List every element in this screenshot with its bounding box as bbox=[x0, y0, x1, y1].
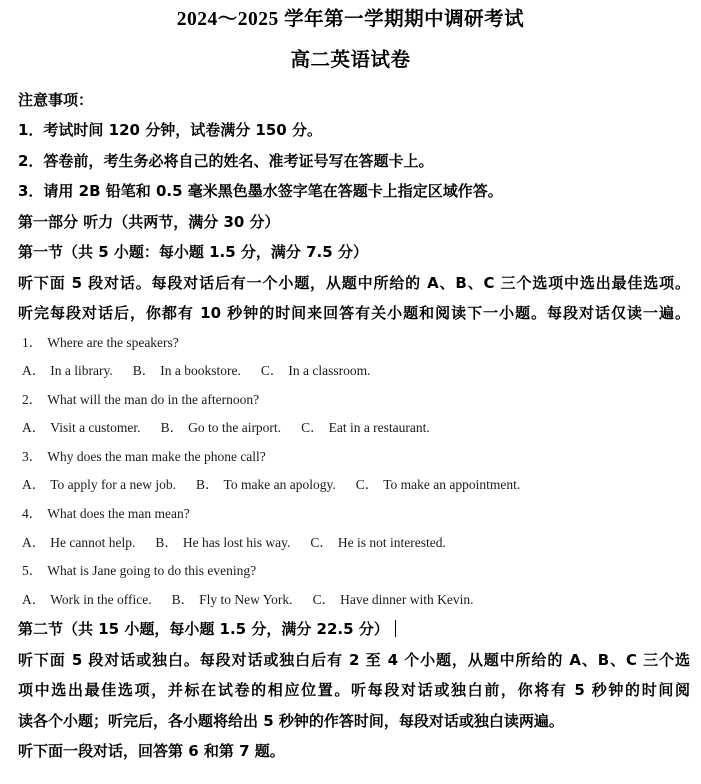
option-a[interactable]: A． In a library. bbox=[22, 363, 113, 379]
section-two-instruction-1: 听下面 5 段对话或独白。每段对话或独白后有 2 至 4 个小题，从题中所给的 A、B、C 三个选 bbox=[18, 650, 690, 669]
question-options bbox=[22, 414, 701, 443]
section-one-heading: 第一节（共 5 小题：每小题 1.5 分，满分 7.5 分） bbox=[18, 243, 368, 261]
option-b[interactable]: B． To make an apology. bbox=[196, 477, 336, 493]
question-options bbox=[22, 529, 701, 558]
question-stem bbox=[22, 386, 701, 415]
section-one-instruction-1: 听下面 5 段对话。每段对话后有一个小题，从题中所给的 A、B、C 三个选项中选出最佳选项。 bbox=[18, 273, 690, 292]
option-b[interactable]: B． Fly to New York. bbox=[171, 591, 293, 607]
part-one-heading: 第一部分 听力（共两节，满分 30 分） bbox=[18, 212, 280, 231]
page-title: 2024～2025 学年第一学期期中调研考试 bbox=[176, 9, 525, 30]
option-a[interactable]: A． He cannot help. bbox=[22, 534, 136, 550]
question-text: What does the man mean? bbox=[47, 506, 190, 522]
question-stem bbox=[22, 329, 701, 358]
question-options bbox=[22, 357, 701, 386]
question-stem bbox=[22, 443, 701, 472]
option-c[interactable]: C． Eat in a restaurant. bbox=[301, 420, 430, 436]
option-b[interactable]: B． Go to the airport. bbox=[160, 420, 282, 436]
question-number: 2． bbox=[22, 391, 43, 407]
question-stem bbox=[22, 557, 701, 586]
question-options bbox=[22, 471, 701, 500]
option-a[interactable]: A． To apply for a new job. bbox=[22, 477, 177, 493]
option-b[interactable]: B． He has lost his way. bbox=[155, 534, 291, 550]
notice-item-3: 3．请用 2B 铅笔和 0.5 毫米黑色墨水签字笔在答题卡上指定区域作答。 bbox=[18, 182, 503, 200]
question-number: 3． bbox=[22, 448, 43, 464]
option-b[interactable]: B． In a bookstore. bbox=[132, 363, 241, 379]
option-a[interactable]: A． Work in the office. bbox=[22, 591, 152, 607]
section-two-dialogue-prompt: 听下面一段对话，回答第 6 和第 7 题。 bbox=[18, 742, 285, 761]
question-number: 4． bbox=[22, 506, 43, 522]
question-options bbox=[22, 586, 701, 615]
section-two-instruction-3: 读各个小题；听完后，各小题将给出 5 秒钟的作答时间，每段对话或独白读两遍。 bbox=[18, 711, 564, 730]
option-a[interactable]: A． Visit a customer. bbox=[22, 420, 141, 436]
option-c[interactable]: C． Have dinner with Kevin. bbox=[312, 591, 474, 607]
question-text: Where are the speakers? bbox=[47, 334, 179, 350]
question-number: 5． bbox=[22, 563, 43, 579]
section-one-instruction-2: 听完每段对话后，你都有 10 秒钟的时间来回答有关小题和阅读下一小题。每段对话仅读一遍。 bbox=[18, 304, 690, 322]
notice-item-2: 2．答卷前，考生务必将自己的姓名、准考证号写在答题卡上。 bbox=[18, 151, 434, 170]
question-text: What will the man do in the afternoon? bbox=[47, 391, 260, 407]
page-subtitle: 高二英语试卷 bbox=[290, 50, 411, 71]
section-two-instruction-2: 项中选出最佳选项，并标在试卷的相应位置。听每段对话或独白前，你将有 5 秒钟的时间阅 bbox=[18, 681, 690, 700]
option-c[interactable]: C． He is not interested. bbox=[310, 534, 446, 550]
question-stem bbox=[22, 500, 701, 529]
text-cursor bbox=[395, 620, 396, 637]
notice-item-1: 1．考试时间 120 分钟，试卷满分 150 分。 bbox=[18, 121, 322, 139]
option-c[interactable]: C． In a classroom. bbox=[260, 363, 371, 379]
section-two-heading: 第二节（共 15 小题，每小题 1.5 分，满分 22.5 分） bbox=[18, 614, 690, 645]
option-c[interactable]: C． To make an appointment. bbox=[355, 477, 521, 493]
notice-heading: 注意事项： bbox=[18, 91, 94, 109]
question-text: Why does the man make the phone call? bbox=[47, 448, 266, 464]
question-number: 1． bbox=[22, 334, 43, 350]
question-text: What is Jane going to do this evening? bbox=[47, 563, 257, 579]
